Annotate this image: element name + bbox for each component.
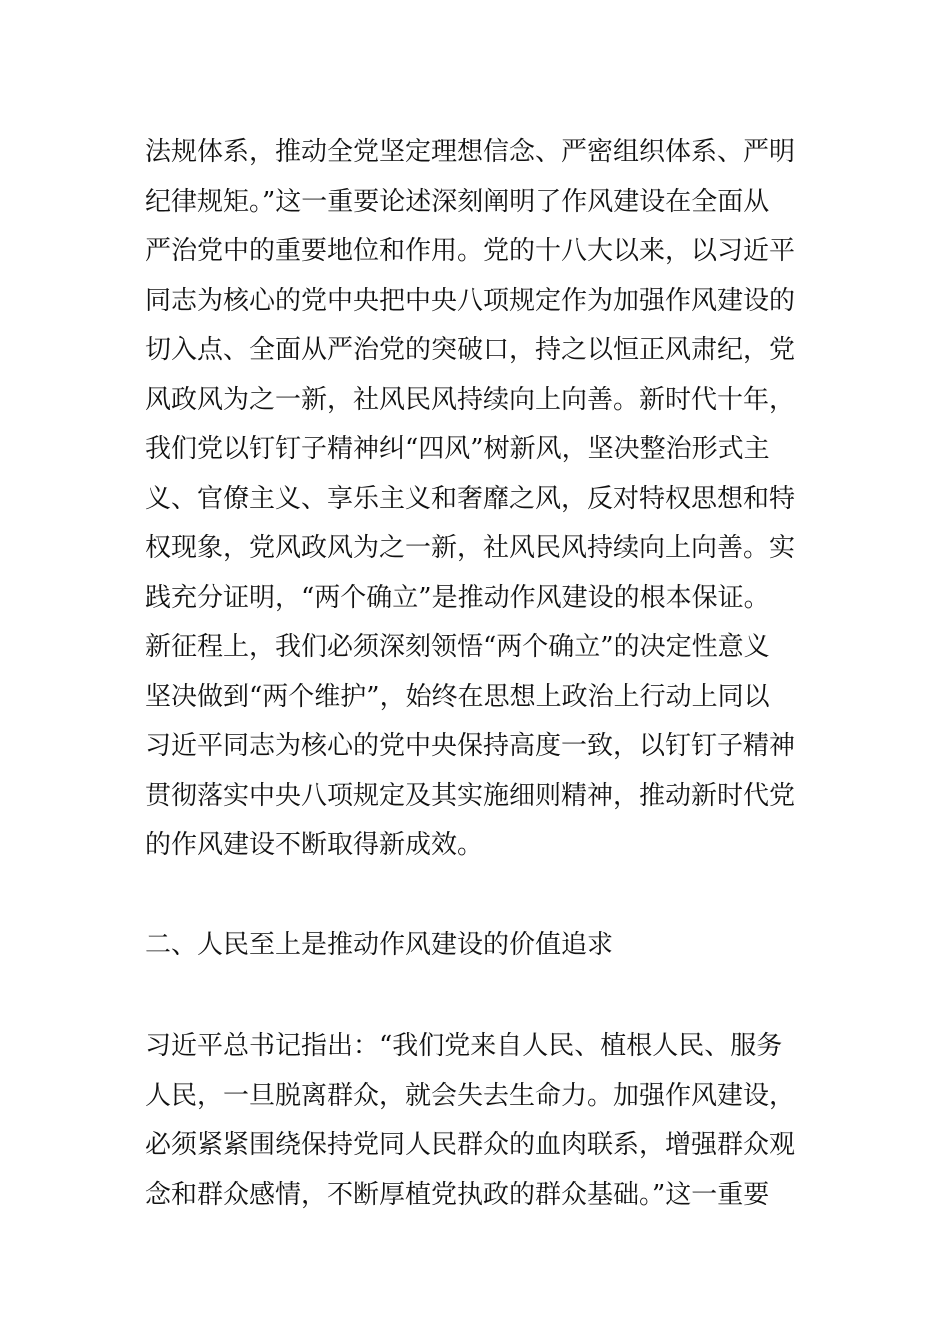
paragraph-line: 必须紧紧围绕保持党同人民群众的血肉联系，增强群众观 xyxy=(145,1130,796,1160)
paragraph-line: 新征程上，我们必须深刻领悟“两个确立”的决定性意义 xyxy=(145,632,770,662)
paragraph-line: 严治党中的重要地位和作用。党的十八大以来，以习近平 xyxy=(145,236,796,266)
paragraph-line: 贯彻落实中央八项规定及其实施细则精神，推动新时代党 xyxy=(145,780,796,811)
paragraph-line: 的作风建设不断取得新成效。 xyxy=(145,830,484,860)
paragraph-line: 念和群众感情，不断厚植党执政的群众基础。”这一重要 xyxy=(145,1179,770,1210)
paragraph-line: 人民，一旦脱离群众，就会失去生命力。加强作风建设， xyxy=(145,1080,796,1111)
paragraph-line: 风政风为之一新，社风民风持续向上向善。新时代十年， xyxy=(145,384,796,415)
paragraph-line: 权现象，党风政风为之一新，社风民风持续向上向善。实 xyxy=(145,533,796,563)
paragraph-line: 习近平同志为核心的党中央保持高度一致，以钉钉子精神 xyxy=(145,731,796,761)
body-paragraph-1 xyxy=(145,128,815,871)
paragraph-line: 切入点、全面从严治党的突破口，持之以恒正风肃纪，党 xyxy=(145,335,796,365)
paragraph-line: 义、官僚主义、享乐主义和奢靡之风，反对特权思想和特 xyxy=(145,483,796,514)
paragraph-line: 同志为核心的党中央把中央八项规定作为加强作风建设的 xyxy=(145,285,796,316)
paragraph-line: 法规体系，推动全党坚定理想信念、严密组织体系、严明 xyxy=(145,137,796,167)
paragraph-line: 坚决做到“两个维护”，始终在思想上政治上行动上同以 xyxy=(145,681,770,712)
paragraph-line: 纪律规矩。”这一重要论述深刻阐明了作风建设在全面从 xyxy=(145,186,770,217)
body-paragraph-2 xyxy=(145,1022,815,1220)
paragraph-line: 习近平总书记指出：“我们党来自人民、植根人民、服务 xyxy=(145,1031,783,1061)
section-heading xyxy=(145,921,815,971)
paragraph-line: 我们党以钉钉子精神纠“四风”树新风，坚决整治形式主 xyxy=(145,434,770,464)
paragraph-line: 践充分证明，“两个确立”是推动作风建设的根本保证。 xyxy=(145,582,770,613)
section-heading-text: 二、人民至上是推动作风建设的价值追求 xyxy=(145,930,614,960)
